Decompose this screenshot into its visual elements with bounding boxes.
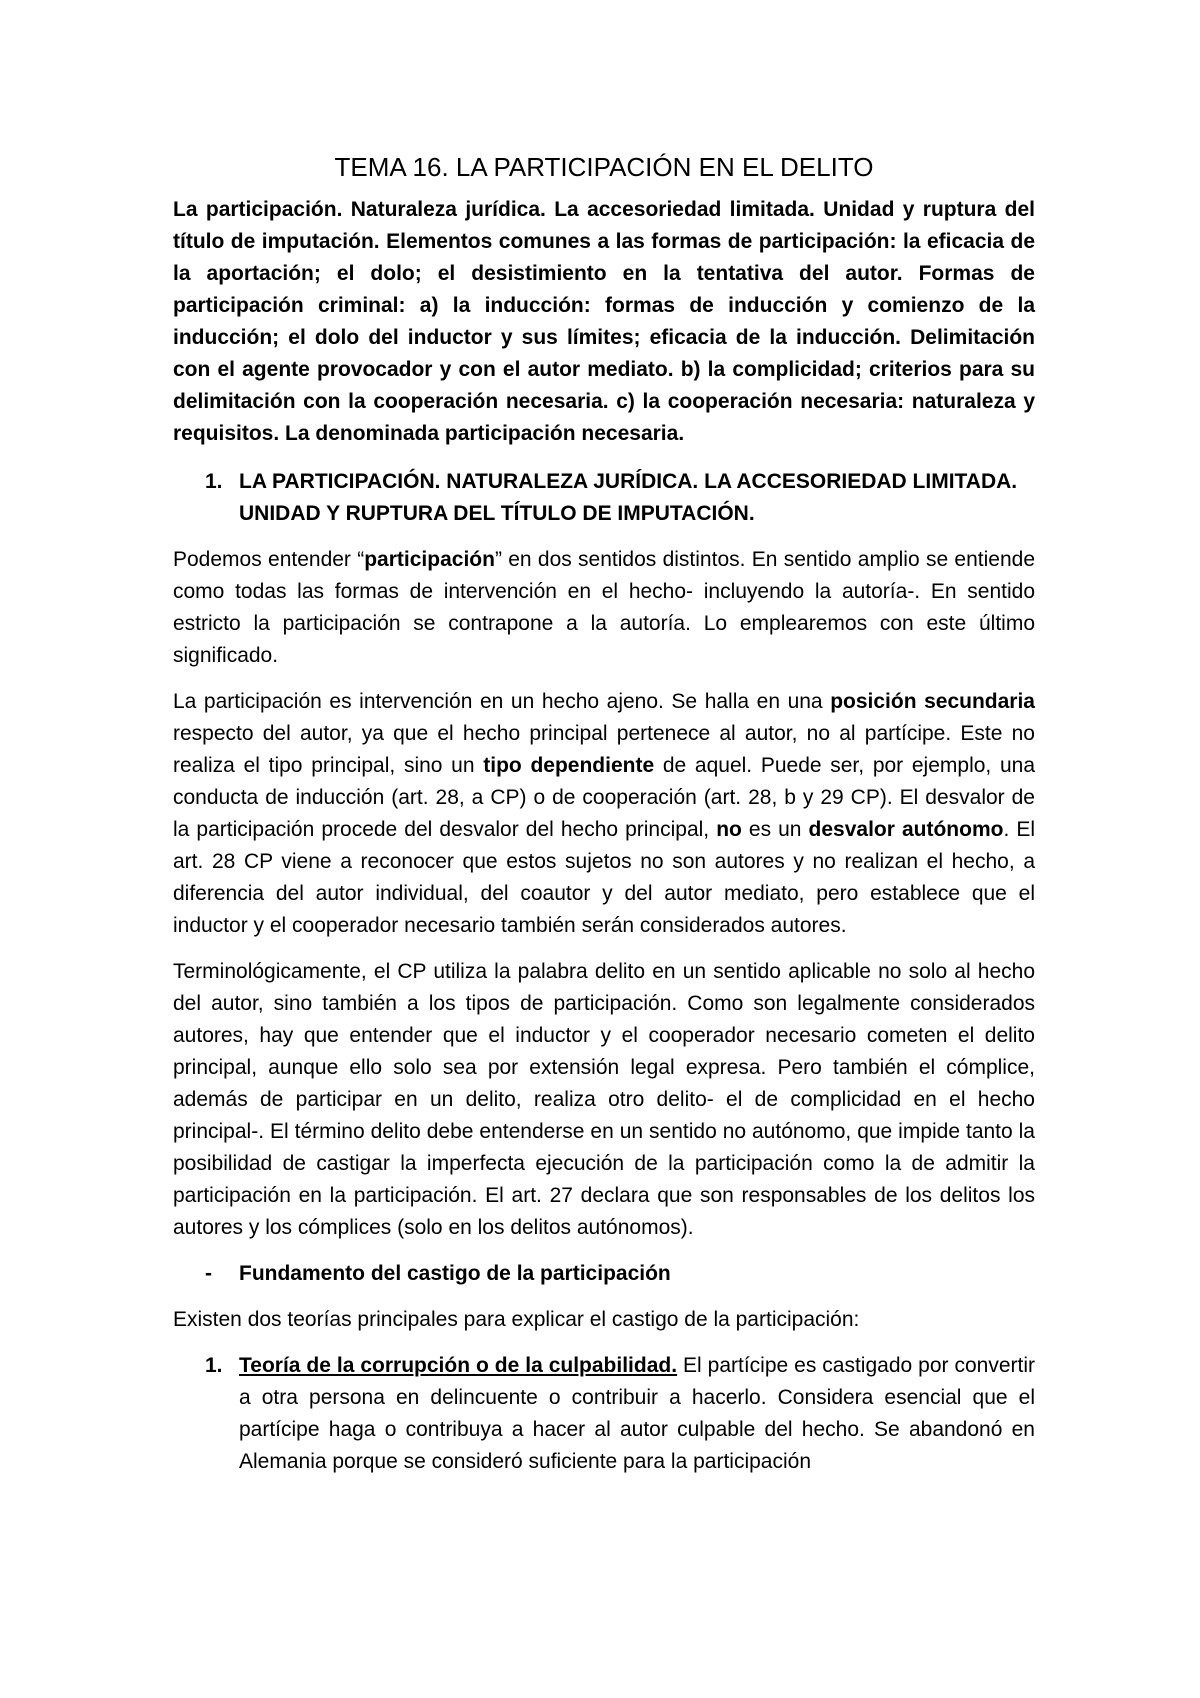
text-run: respecto del autor, ya que el hecho principal pertenece al autor, no al partícipe. Este no realiza el tipo principal, sino un [173,722,1035,777]
section-number: 1. [205,470,223,493]
text-run: La participación es intervención en un hecho ajeno. Se halla en una [173,690,831,713]
theory-item-1 [173,1350,1035,1478]
bold-term: participación [364,548,495,571]
section-heading-1 [173,466,1035,530]
paragraph-terminology: Terminológicamente, el CP utiliza la palabra delito en un sentido aplicable no solo al hecho del autor, sino también a los tipos de participación. Como son legalmente considerados autores, hay que entender que el inductor y el cooperador necesario cometen el delito principal, aunque ello solo sea por extensión legal expresa. Pero también el cómplice, además de participar en un delito, realiza otro delito- el de complicidad en el hecho principal-. El término delito debe entenderse en un sentido no autónomo, que impide tanto la posibilidad de castigar la imperfecta ejecución de la participación como la de admitir la participación en la participación. El art. 27 declara que son responsables de los delitos los autores y los cómplices (solo en los delitos autónomos). [173,960,1035,1239]
text-run: ” en dos sentidos distintos. En sentido amplio se entiende como todas las formas de intervención en el hecho- incluyendo la autoría-. En sentido estricto la participación se contrapone a la autoría. Lo emplearemos con este último significado. [173,548,1035,667]
bold-term: tipo dependiente [483,754,655,777]
subheading-punishment-basis [173,1258,1035,1290]
subheading-text: Fundamento del castigo de la participación [239,1262,671,1285]
text-run: . El art. 28 CP viene a reconocer que estos sujetos no son autores y no realizan el hecho, a diferencia del autor individual, del coautor y del autor mediato, pero establece que el inductor y el cooperador necesario también serán considerados autores. [173,818,1036,937]
topic-summary: La participación. Naturaleza jurídica. La accesoriedad limitada. Unidad y ruptura del título de imputación. Elementos comunes a las formas de participación: la eficacia de la aportación; el dolo; el desistimiento en la tentativa del autor. Formas de participación criminal: a) la inducción: formas de inducción y comienzo de la inducción; el dolo del inductor y sus límites; eficacia de la inducción. Delimitación con el agente provocador y con el autor mediato. b) la complicidad; criterios para su delimitación con la cooperación necesaria. c) la cooperación necesaria: naturaleza y requisitos. La denominada participación necesaria. [173,198,1035,445]
theory-description: El partícipe es castigado por convertir a otra persona en delincuente o contribuir a hacerlo. Considera esencial que el partícipe haga o contribuya a hacer al autor culpable del hecho. Se abandonó en Alemania porque se consideró suficiente para la participación [239,1354,1035,1473]
theory-number: 1. [205,1354,223,1377]
theory-name: Teoría de la corrupción o de la culpabilidad. [239,1354,678,1377]
paragraph-participation-meaning [173,544,1035,672]
dash-marker: - [205,1262,212,1285]
theory-body [239,1350,1035,1478]
document-body [173,150,1035,1478]
bold-term: posición secundaria [830,690,1035,713]
text-run: es un [741,818,809,841]
section-title: LA PARTICIPACIÓN. NATURALEZA JURÍDICA. LA ACCESORIEDAD LIMITADA. UNIDAD Y RUPTURA DEL TÍTULO DE IMPUTACIÓN. [239,470,1018,525]
text-run: Podemos entender “ [173,548,365,571]
paragraph-participation-nature [173,686,1035,942]
bold-term: desvalor autónomo [808,818,1004,841]
document-title: TEMA 16. LA PARTICIPACIÓN EN EL DELITO [334,152,874,182]
text-run: de aquel. Puede ser, por ejemplo, una conducta de inducción (art. 28, a CP) o de cooperación (art. 28, b y 29 CP). El desvalor de la participación procede del desvalor del hecho principal, [173,754,1035,841]
paragraph-theories-intro: Existen dos teorías principales para explicar el castigo de la participación: [173,1308,860,1331]
bold-term: no [716,818,742,841]
